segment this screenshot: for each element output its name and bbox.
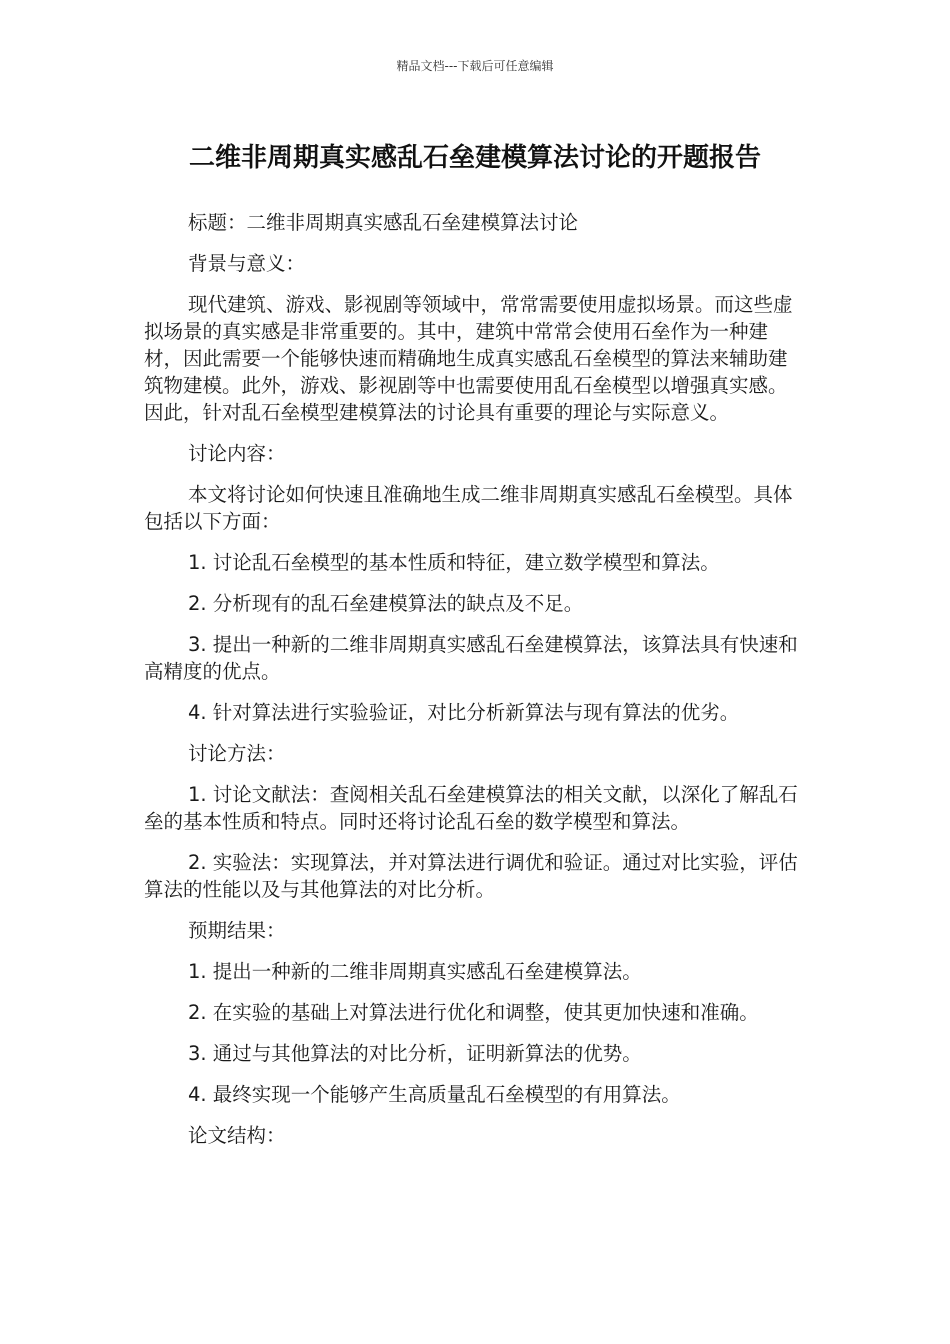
section-heading-method: 讨论方法： xyxy=(188,742,286,765)
result-item: 1. 提出一种新的二维非周期真实感乱石垒建模算法。 xyxy=(188,960,642,983)
page-header-note: 精品文档---下载后可任意编辑 xyxy=(396,59,554,73)
result-item: 2. 在实验的基础上对算法进行优化和调整，使其更加快速和准确。 xyxy=(188,1001,759,1024)
section-heading-structure: 论文结构： xyxy=(188,1124,286,1147)
section-heading-background: 背景与意义： xyxy=(188,252,306,275)
document-title: 二维非周期真实感乱石垒建模算法讨论的开题报告 xyxy=(188,143,761,173)
method-item: 2. 实验法：实现算法，并对算法进行调优和验证。通过对比实验，评估算法的性能以及与其他算法的对比分析。 xyxy=(144,851,798,901)
section-heading-content: 讨论内容： xyxy=(188,442,286,465)
section-heading-expected-results: 预期结果： xyxy=(188,919,286,942)
content-item: 1. 讨论乱石垒模型的基本性质和特征，建立数学模型和算法。 xyxy=(188,551,720,574)
content-item: 4. 针对算法进行实验验证，对比分析新算法与现有算法的优劣。 xyxy=(188,701,740,724)
result-item: 3. 通过与其他算法的对比分析，证明新算法的优势。 xyxy=(188,1042,642,1065)
background-paragraph: 现代建筑、游戏、影视剧等领域中，常常需要使用虚拟场景。而这些虚拟场景的真实感是非常重要的。其中，建筑中常常会使用石垒作为一种建材，因此需要一个能够快速而精确地生成真实感乱石垒模型的算法来辅助建筑物建模。此外，游戏、影视剧等中也需要使用乱石垒模型以增强真实感。因此，针对乱石垒模型建模算法的讨论具有重要的理论与实际意义。 xyxy=(144,293,793,424)
title-line: 标题：二维非周期真实感乱石垒建模算法讨论 xyxy=(188,211,579,234)
content-intro-paragraph: 本文将讨论如何快速且准确地生成二维非周期真实感乱石垒模型。具体包括以下方面： xyxy=(144,483,793,533)
method-item: 1. 讨论文献法：查阅相关乱石垒建模算法的相关文献，以深化了解乱石垒的基本性质和特点。同时还将讨论乱石垒的数学模型和算法。 xyxy=(144,783,798,833)
content-item: 3. 提出一种新的二维非周期真实感乱石垒建模算法，该算法具有快速和高精度的优点。 xyxy=(144,633,798,683)
result-item: 4. 最终实现一个能够产生高质量乱石垒模型的有用算法。 xyxy=(188,1083,681,1106)
content-item: 2. 分析现有的乱石垒建模算法的缺点及不足。 xyxy=(188,592,584,615)
document-body xyxy=(144,209,800,1163)
